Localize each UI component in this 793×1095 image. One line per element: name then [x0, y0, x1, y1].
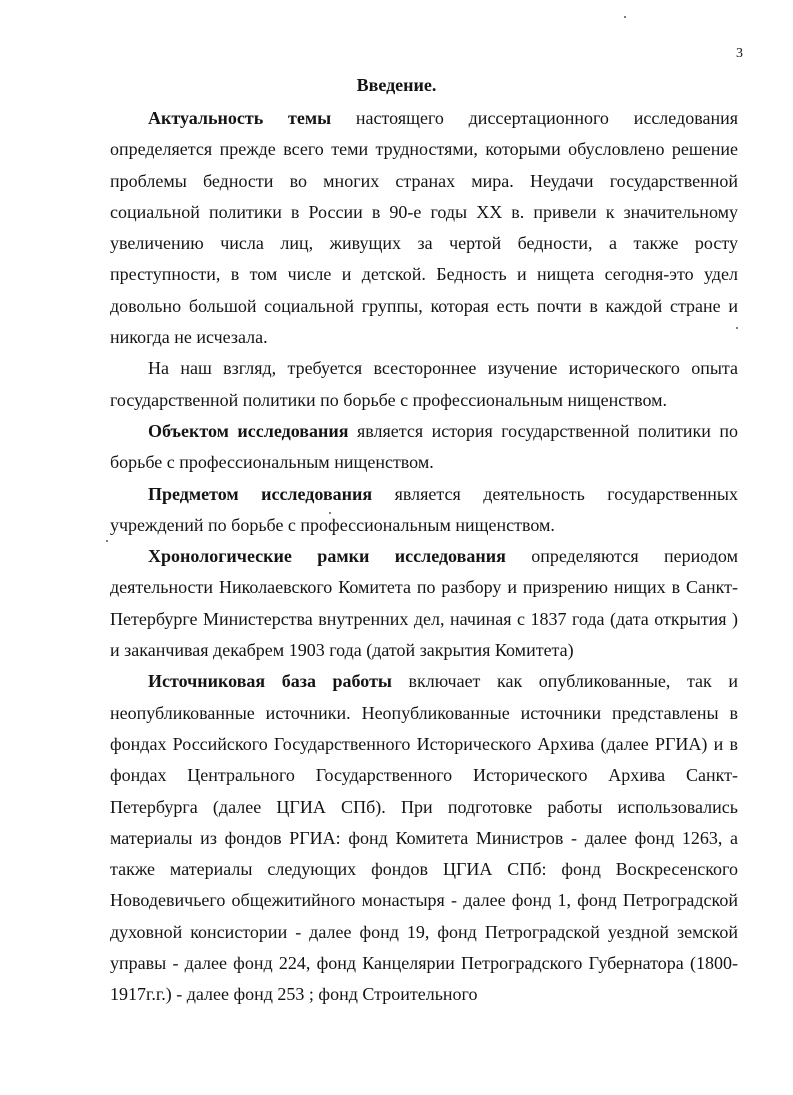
paragraph-text: включает как опубликованные, так и неопубликованные источники. Неопубликованные источники представлены в фондах Российского Государственного Исторического Архива (далее РГИА) и в фондах Центрального Государственного Исторического Архива Санкт-Петербурга (далее ЦГИА СПб). При подготовке работы использовались материалы из фондов РГИА: фонд Комитета Министров - далее фонд 1263, а также материалы следующих фондов ЦГИА СПб: фонд Воскресенского Новодевичьего общежитийного монастыря - далее фонд 1, фонд Петроградской духовной консистории - далее фонд 19, фонд Петроградской уездной земской управы - далее фонд 224, фонд Канцелярии Петроградского Губернатора (1800-1917г.г.) - далее фонд 253 ; фонд Строительного	[110, 671, 738, 1005]
scan-speck	[106, 540, 108, 542]
paragraph-relevance	[110, 103, 738, 353]
paragraph-lead: Актуальность темы	[148, 108, 332, 128]
body-text	[110, 103, 738, 1011]
paragraph-sources	[110, 666, 738, 1010]
paragraph-text: является история государственной политики по борьбе с профессиональным нищенством.	[110, 420, 738, 473]
paragraph-approach	[110, 353, 738, 416]
paragraph-text: является деятельность государственных учреждений по борьбе с профессиональным нищенством.	[110, 483, 739, 535]
scan-speck	[624, 16, 626, 18]
paragraph-lead: Объектом исследования	[148, 420, 349, 441]
paragraph-lead: Предметом исследования	[148, 483, 373, 504]
paragraph-text: На наш взгляд, требуется всестороннее изучение исторического опыта государственной политики по борьбе с профессиональным нищенством.	[110, 358, 738, 410]
paragraph-chronology	[110, 541, 738, 666]
page-number: 3	[736, 46, 743, 61]
section-title: Введение.	[356, 75, 437, 95]
scan-speck	[736, 327, 738, 329]
paragraph-object	[110, 416, 738, 479]
paragraph-text: определяются периодом деятельности Николаевского Комитета по разбору и призрению нищих в Санкт-Петербурге Министерства внутренних дел, начиная с 1837 года (дата открытия ) и заканчивая декабрем 1903 года (датой закрытия Комитета)	[110, 546, 738, 661]
paragraph-lead: Хронологические рамки исследования	[148, 546, 506, 567]
paragraph-text: настоящего диссертационного исследования определяется прежде всего теми трудностями, которыми обусловлено решение проблемы бедности во многих странах мира. Неудачи государственной социальной политики в России в 90-е годы XX в. привели к значительному увеличению числа лиц, живущих за чертой бедности, а также росту преступности, в том числе и детской. Бедность и нищета сегодня-это удел довольно большой социальной группы, которая есть почти в каждой стране и никогда не исчезала.	[110, 108, 738, 348]
scan-speck	[329, 512, 331, 514]
paragraph-subject	[110, 479, 738, 542]
paragraph-lead: Источниковая база работы	[148, 671, 392, 692]
